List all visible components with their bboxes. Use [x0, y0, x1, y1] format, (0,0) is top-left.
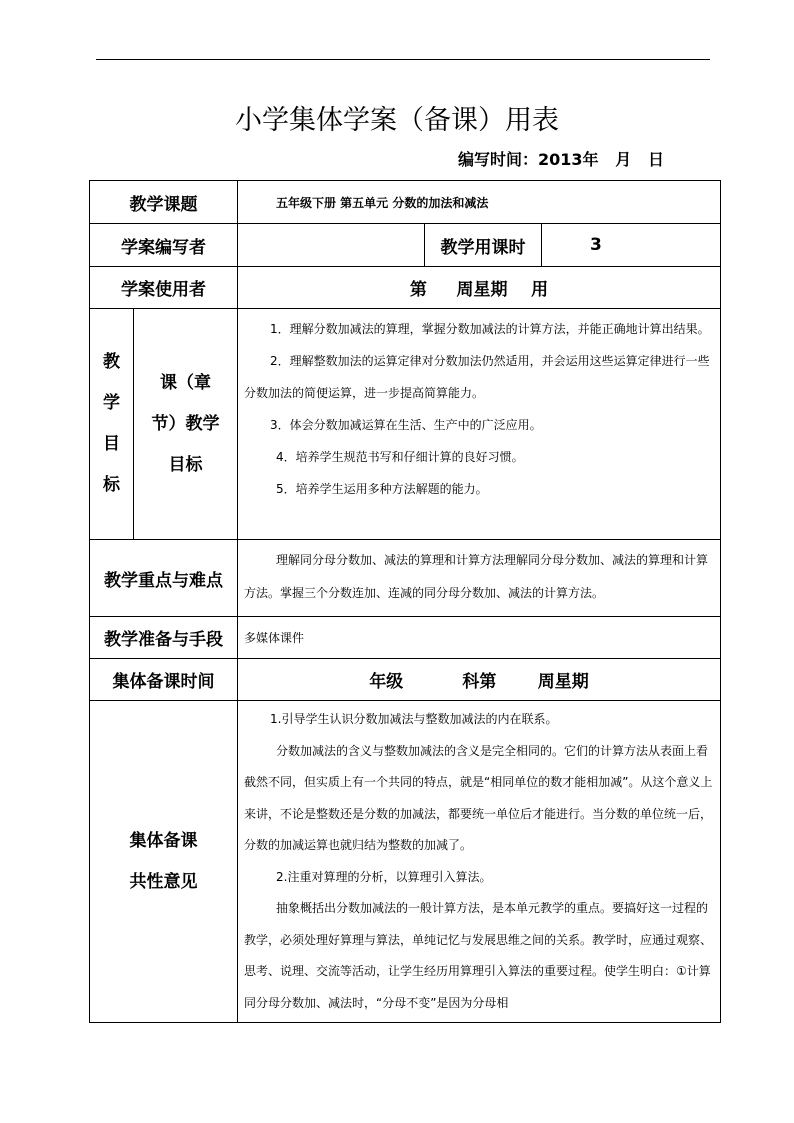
lesson-plan-table [89, 180, 721, 1023]
row-key-points [90, 540, 721, 617]
collab-label: 集体备课 共性意见 [90, 701, 238, 1023]
goal-item: 4．培养学生规范书写和仔细计算的良好习惯。 [276, 450, 524, 464]
author-label: 学案编写者 [90, 224, 238, 267]
user-value: 第 周星期 用 [238, 267, 721, 309]
collab-paragraph: 抽象概括出分数加减法的一般计算方法，是本单元教学的重点。要搞好这一过程的教学，必须处理好算理与算法，单纯记忆与发展思维之间的关系。教学时，应通过观察、思考、说理、交流等活动，让学生经历用算理引入算法的重要过程。使学生明白：①计算同分母分数加、减法时，“分母不变”是因为分母相 [244, 901, 713, 1010]
row-goals [90, 309, 721, 540]
topic-label: 教学课题 [90, 181, 238, 224]
hours-label: 教学用课时 [425, 224, 542, 267]
goal-item: 1．理解分数加减法的算理，掌握分数加减法的计算方法，并能正确地计算出结果。 [270, 322, 710, 336]
goals-label: 课（章 节）教学 目标 [134, 309, 238, 540]
goals-list [238, 309, 721, 540]
row-user [90, 267, 721, 309]
goal-item: 3．体会分数加减运算在生活、生产中的广泛应用。 [270, 418, 542, 432]
hours-value: 3 [542, 224, 721, 267]
row-collab [90, 701, 721, 1023]
collab-time-value: 年级 科第 周星期 [238, 659, 721, 701]
header-rule [96, 59, 710, 60]
user-label: 学案使用者 [90, 267, 238, 309]
prep-value: 多媒体课件 [238, 617, 721, 659]
topic-value: 五年级下册 第五单元 分数的加法和减法 [238, 181, 721, 224]
key-points-label: 教学重点与难点 [90, 540, 238, 617]
goal-item: 5．培养学生运用多种方法解题的能力。 [276, 482, 488, 496]
collab-paragraph: 2.注重对算理的分析，以算理引入算法。 [276, 869, 492, 884]
key-points-value: 理解同分母分数加、减法的算理和计算方法理解同分母分数加、减法的算理和计算方法。掌握三个分数连加、连减的同分母分数加、减法的计算方法。 [244, 553, 709, 600]
author-value [238, 224, 425, 267]
collab-paragraph: 1.引导学生认识分数加减法与整数加减法的内在联系。 [270, 712, 558, 726]
prep-label: 教学准备与手段 [90, 617, 238, 659]
row-author [90, 224, 721, 267]
row-collab-time [90, 659, 721, 701]
collab-time-label: 集体备课时间 [90, 659, 238, 701]
page-title: 小学集体学案（备课）用表 [235, 105, 559, 136]
date-line: 编写时间：2013年 月 日 [458, 150, 664, 169]
collab-opinions [238, 701, 721, 1023]
row-prep [90, 617, 721, 659]
collab-paragraph: 分数加减法的含义与整数加减法的含义是完全相同的。它们的计算方法从表面上看截然不同，但实质上有一个共同的特点，就是“相同单位的数才能相加减”。从这个意义上来讲，不论是整数还是分数的加减法，都要统一单位后才能进行。当分数的单位统一后，分数的加减运算也就归结为整数的加减了。 [244, 743, 713, 852]
goal-item: 2．理解整数加法的运算定律对分数加法仍然适用，并会运用这些运算定律进行一些分数加法的简便运算，进一步提高简算能力。 [244, 354, 710, 400]
row-topic [90, 181, 721, 224]
goals-side-label: 教 学 目 标 [90, 309, 134, 540]
